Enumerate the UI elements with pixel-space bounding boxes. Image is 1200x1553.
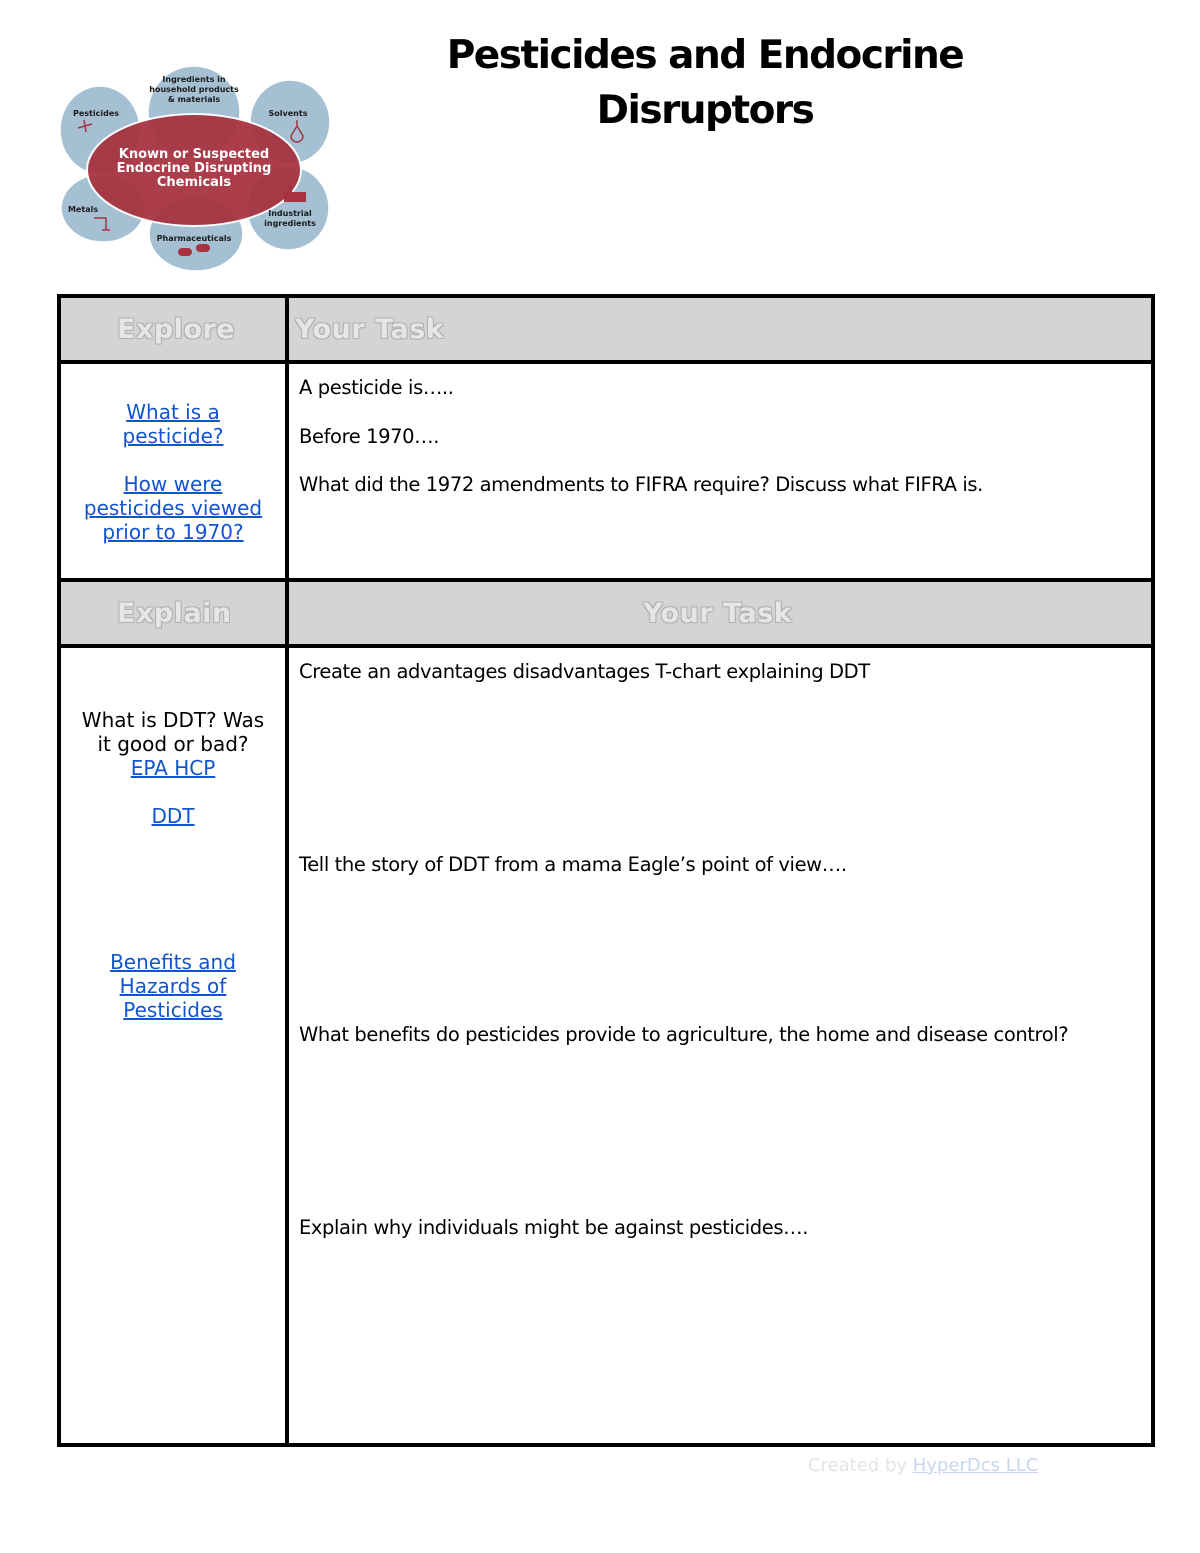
explore-header-label: Explore [117,313,236,345]
task-mama-eagle: Tell the story of DDT from a mama Eagle’s point of view…. [299,853,847,876]
footer-credit [808,1455,1038,1476]
center-label-3: Chemicals [156,175,232,190]
industrial-label-2: ingredients [264,219,316,228]
endocrine-disruptors-diagram [58,60,330,272]
explain-header-label: Explain [117,597,232,629]
ddt-question: What is DDT? Was it good or bad? [81,708,265,756]
task-t-chart: Create an advantages disadvantages T-chart explaining DDT [299,660,870,683]
task-before-1970: Before 1970…. [299,425,440,448]
explore-header-row [61,298,1151,360]
task-fifra-amendments: What did the 1972 amendments to FIFRA require? Discuss what FIFRA is. [299,473,983,496]
task-against-pesticides: Explain why individuals might be against pesticides…. [299,1216,809,1239]
column-divider [285,298,289,1443]
task-table [57,294,1155,1447]
household-label-1: Ingredients in [162,75,226,84]
industrial-label-1: Industrial [268,209,312,218]
link-what-is-a-pesticide[interactable]: What is a pesticide? [122,400,224,448]
solvents-label: Solvents [268,109,308,118]
link-pesticides-prior-1970[interactable]: How were pesticides viewed prior to 1970? [83,472,263,544]
center-label-1: Known or Suspected [118,147,270,162]
explain-your-task-header: Your Task [643,597,793,629]
pharmaceuticals-label: Pharmaceuticals [156,234,232,243]
explain-header-row [61,582,1151,644]
link-ddt[interactable]: DDT [151,804,195,828]
link-benefits-hazards[interactable]: Benefits and Hazards of Pesticides [110,950,236,1022]
page-title [405,28,1005,138]
page-title-line-2: Disruptors [596,88,814,133]
explain-benefits-link-wrap [61,950,285,1022]
metals-label: Metals [67,205,99,214]
footer-link-hyperdocs[interactable]: HyperDcs LLC [912,1455,1039,1476]
explain-links [61,708,285,852]
task-pesticide-benefits: What benefits do pesticides provide to agriculture, the home and disease control? [299,1023,1069,1046]
pesticides-label: Pesticides [72,109,120,118]
explore-links [61,400,285,568]
link-epa-hcp[interactable]: EPA HCP [130,756,216,780]
center-label-2: Endocrine Disrupting [116,161,272,176]
household-label-3: & materials [167,95,221,104]
household-label-2: household products [149,85,239,94]
explore-your-task-header: Your Task [295,313,445,345]
page-title-line-1: Pesticides and Endocrine [446,33,964,78]
footer-text: Created by [808,1455,913,1476]
task-pesticide-is: A pesticide is….. [299,376,454,399]
